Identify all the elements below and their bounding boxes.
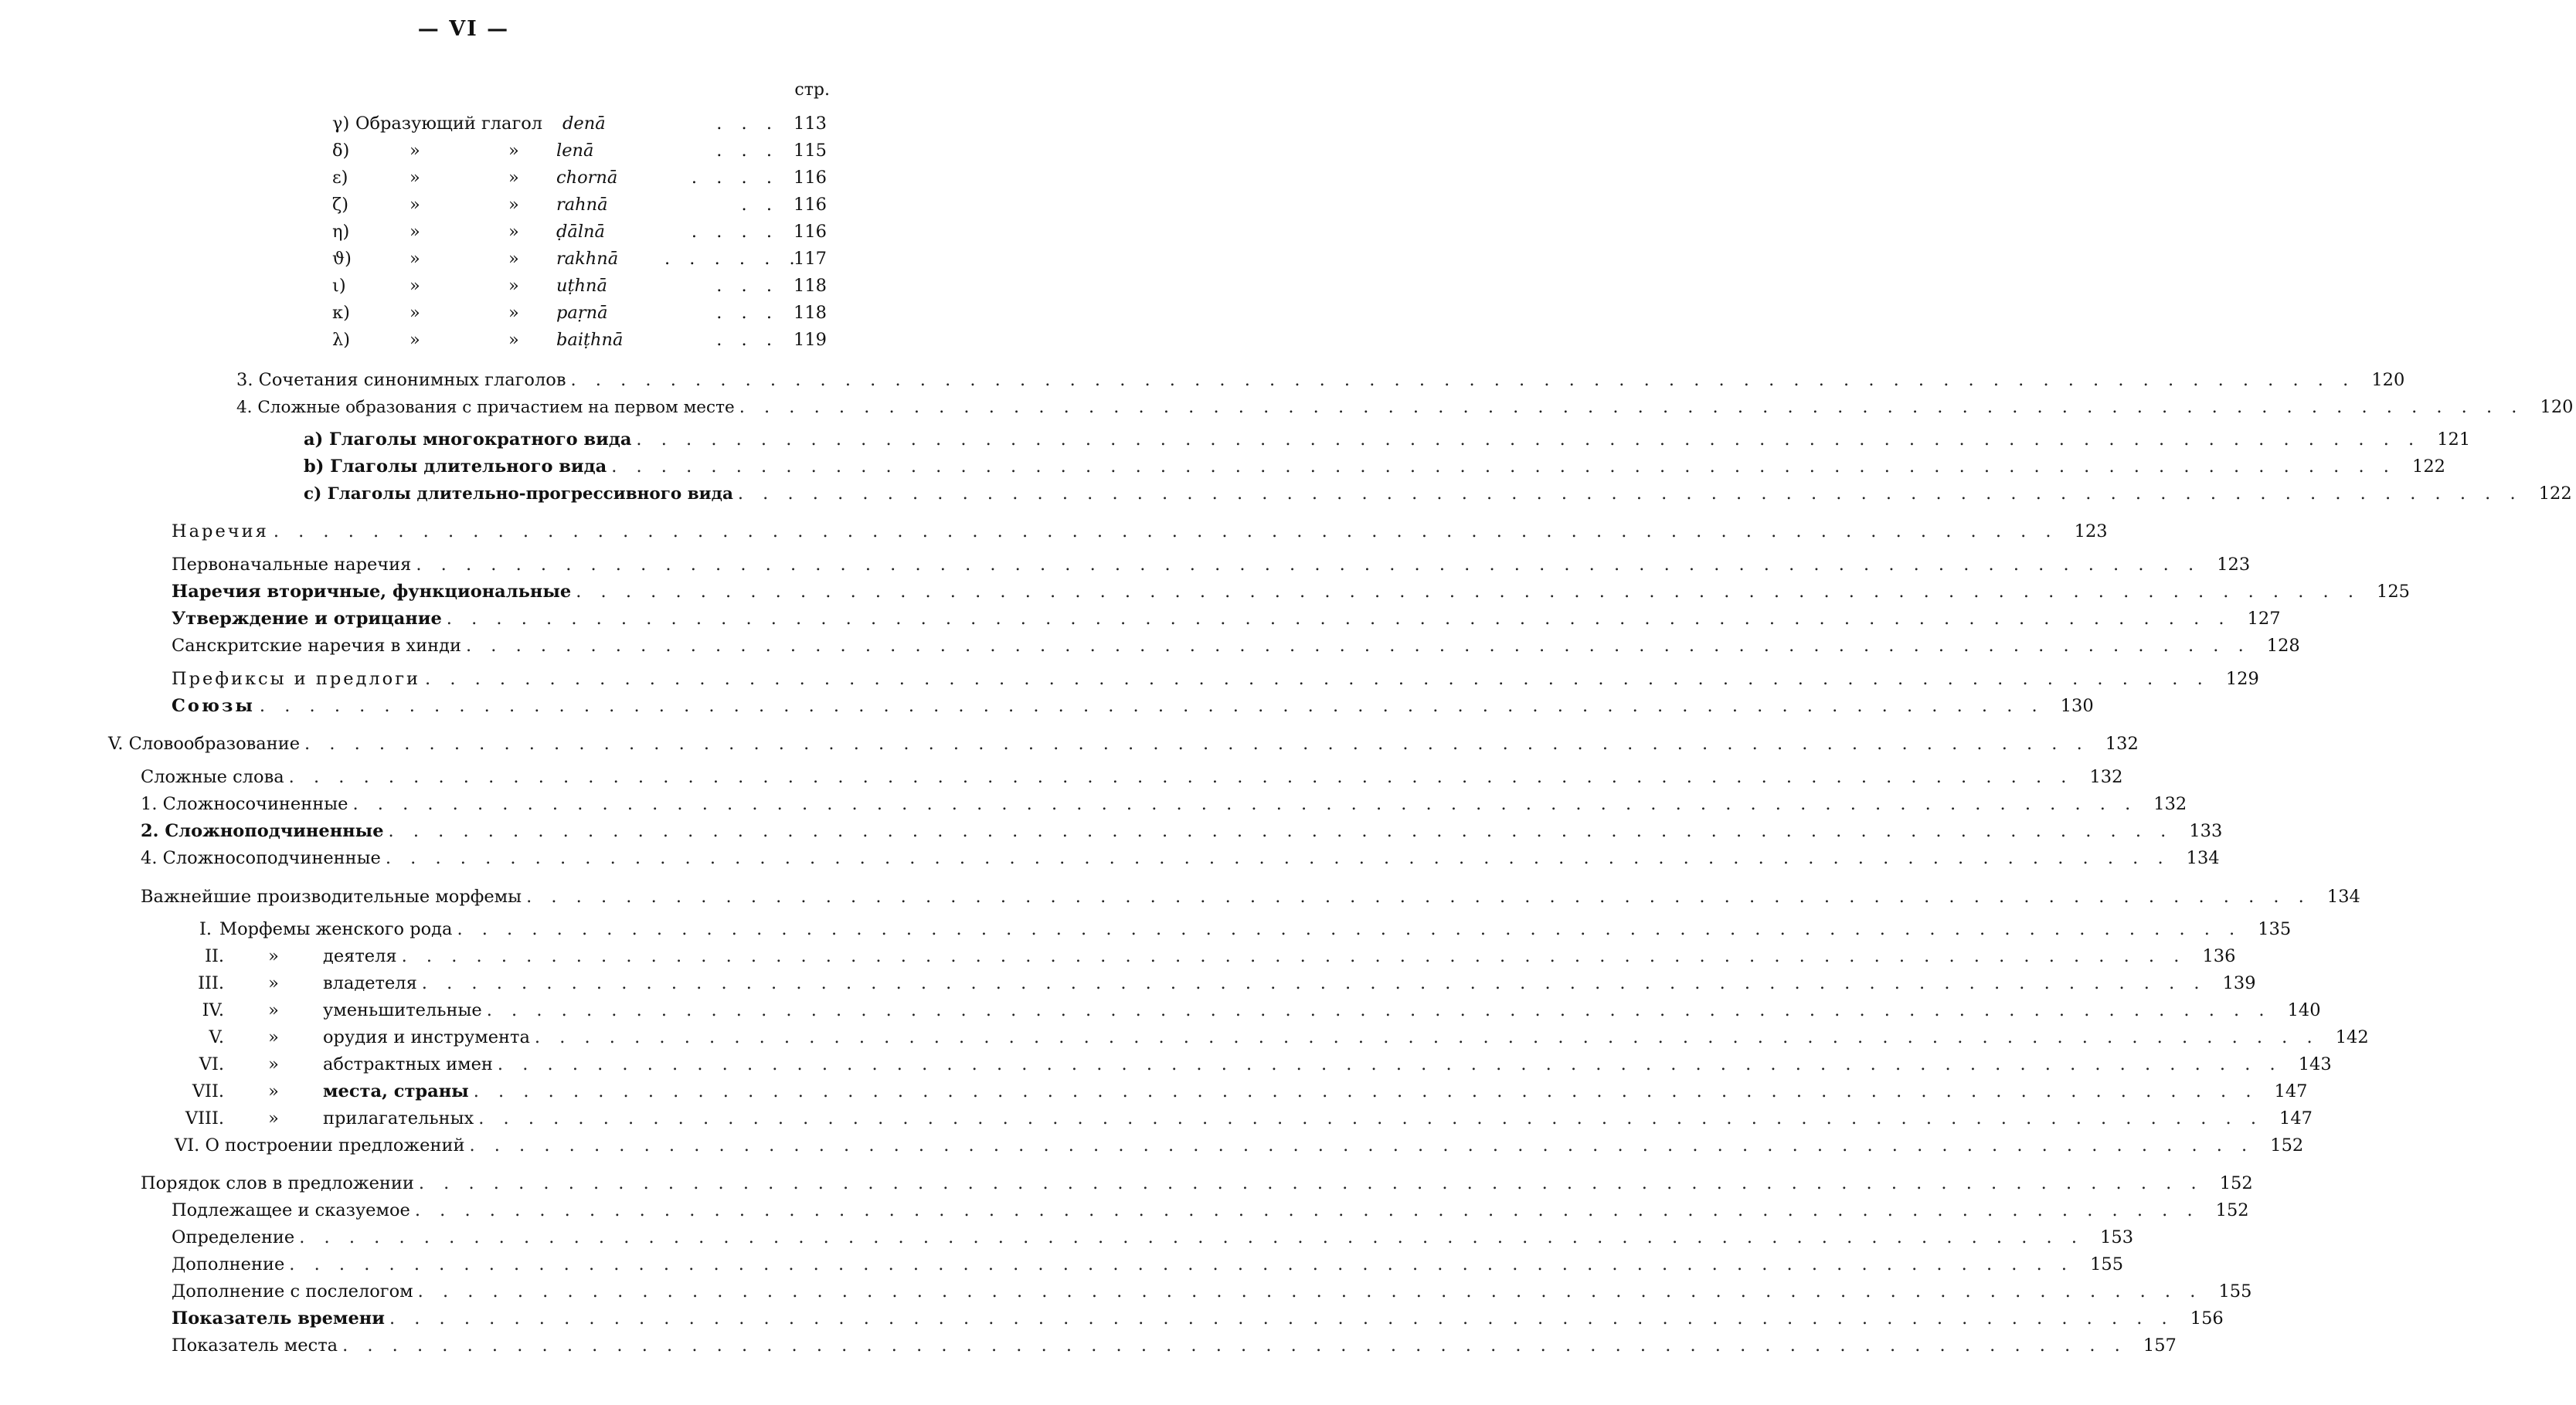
page-ref: 152 [2215, 1200, 2249, 1220]
entry-title: прилагательных [323, 1108, 474, 1128]
roman-numeral: VIII. [185, 1108, 224, 1128]
verb-marker: ι) [332, 276, 346, 296]
page-ref: 132 [2153, 794, 2187, 814]
page-ref: 115 [794, 141, 827, 161]
leader-dots [289, 1252, 2074, 1277]
roman-numeral: III. [198, 973, 224, 993]
page-ref: 147 [2279, 1108, 2313, 1128]
entry-title: Санскритские наречия в хинди [172, 636, 461, 656]
verb-marker: λ) [332, 330, 351, 350]
toc-entry [172, 606, 2281, 631]
leader-dots [389, 1306, 2174, 1331]
verb-name: denā [562, 114, 606, 134]
page-ref: 157 [2143, 1335, 2177, 1356]
leader-dots [416, 552, 2200, 577]
page-ref: 134 [2326, 887, 2360, 907]
ditto-mark: » [268, 1081, 279, 1101]
leader-dots [418, 1279, 2203, 1304]
page-ref: 152 [2270, 1135, 2304, 1156]
ditto-mark: » [508, 168, 519, 188]
toc-entry [141, 819, 2223, 843]
leader-dots [466, 633, 2251, 658]
entry-title: владетеля [323, 973, 417, 993]
ditto-mark: » [410, 276, 420, 296]
verb-name: uṭhnā [556, 276, 607, 296]
page-ref: 122 [2412, 456, 2445, 477]
toc-entry [236, 368, 2405, 392]
page-ref: 129 [2225, 669, 2259, 689]
page-ref: 119 [794, 330, 827, 350]
page-ref: 152 [2219, 1173, 2253, 1193]
leader-dots [425, 667, 2210, 691]
toc-entry [172, 519, 2108, 544]
toc-entry [141, 884, 2360, 909]
toc-verb-row [332, 246, 830, 271]
leader-dots: . . . [716, 276, 779, 296]
leader-dots [386, 846, 2170, 870]
roman-numeral: VII. [192, 1081, 224, 1101]
leader-dots [389, 819, 2173, 843]
verb-name: rahnā [556, 195, 608, 215]
toc-entry [141, 1171, 2253, 1196]
leader-dots: . . . . [691, 168, 779, 188]
leader-dots [469, 1133, 2254, 1158]
page-ref: 132 [2089, 767, 2123, 787]
entry-title: c) Глаголы длительно-прогрессивного вида [304, 484, 733, 504]
page-ref: 118 [794, 276, 827, 296]
page-ref: 120 [2371, 370, 2405, 390]
entry-title: Наречия вторичные, функциональные [172, 582, 572, 602]
roman-numeral: VI. [199, 1054, 224, 1074]
entry-title: Первоначальные наречия [172, 555, 412, 575]
toc-entry [172, 1279, 2252, 1304]
verb-name: chornā [556, 168, 618, 188]
entry-title: Морфемы женского рода [219, 919, 453, 939]
toc-entry [172, 633, 2300, 658]
page-ref: 116 [794, 195, 827, 215]
page-ref: 156 [2190, 1308, 2224, 1329]
entry-title: места, страны [323, 1081, 469, 1101]
page-ref: 117 [794, 249, 827, 269]
verb-name: baiṭhnā [556, 330, 624, 350]
ditto-mark: » [268, 946, 279, 966]
entry-title: Показатель времени [172, 1308, 385, 1329]
toc-verb-row [332, 219, 830, 244]
toc-entry [172, 1198, 2249, 1223]
leader-dots [576, 579, 2360, 604]
entry-title: Важнейшие производительные морфемы [141, 887, 522, 907]
ditto-mark: » [268, 1108, 279, 1128]
ditto-mark: » [508, 330, 519, 350]
roman-numeral: V. [209, 1027, 224, 1047]
page-ref: 155 [2218, 1281, 2252, 1301]
leader-dots [419, 1171, 2204, 1196]
leader-dots [260, 694, 2044, 718]
ditto-mark: » [410, 195, 420, 215]
ditto-mark: » [268, 1054, 279, 1074]
toc-entry [172, 1333, 2177, 1358]
leader-dots [304, 731, 2089, 756]
leader-dots: . . . [716, 114, 779, 134]
leader-dots [738, 481, 2523, 506]
page-ref: 142 [2335, 1027, 2369, 1047]
page-ref: 134 [2186, 848, 2220, 868]
leader-dots [526, 884, 2311, 909]
page-ref: 113 [794, 114, 827, 134]
leader-dots: . . . [716, 330, 779, 350]
toc-entry [172, 1306, 2224, 1331]
toc-entry [141, 846, 2220, 870]
page-ref: 123 [2074, 521, 2108, 541]
ditto-mark: » [268, 1000, 279, 1020]
leader-dots [447, 606, 2231, 631]
entry-title: абстрактных имен [323, 1054, 493, 1074]
verb-marker: η) [332, 222, 350, 242]
ditto-mark: » [410, 168, 420, 188]
page-ref: 132 [2105, 734, 2139, 754]
leader-dots: . . . [716, 141, 779, 161]
page-ref: 136 [2202, 946, 2236, 966]
leader-dots: . . . . [691, 222, 779, 242]
leader-dots [274, 519, 2058, 544]
page-ref: 120 [2540, 397, 2574, 417]
verb-intro: Образующий глагол [355, 114, 543, 134]
roman-numeral: II. [205, 946, 224, 966]
ditto-mark: » [410, 222, 420, 242]
leader-dots [498, 1052, 2282, 1077]
page-ref: 127 [2247, 609, 2281, 629]
toc-entry [141, 792, 2187, 816]
page-ref: 153 [2100, 1227, 2134, 1247]
leader-dots [571, 368, 2356, 392]
page-ref: 128 [2266, 636, 2300, 656]
page-ref: 118 [794, 303, 827, 323]
leader-dots: . . [741, 195, 779, 215]
leader-dots [422, 971, 2207, 996]
toc-verb-row [332, 327, 830, 352]
page-ref: 140 [2287, 1000, 2321, 1020]
toc-verb-row [332, 138, 830, 163]
toc-morpheme-row [199, 917, 2292, 942]
leader-dots [402, 944, 2187, 969]
toc-entry [304, 481, 2572, 506]
toc-entry [172, 579, 2410, 604]
leader-dots [457, 917, 2241, 942]
entry-title: 4. Сложные образования с причастием на первом месте [236, 398, 735, 417]
toc-entry [172, 1225, 2134, 1250]
leader-dots [487, 998, 2272, 1023]
entry-title: Подлежащее и сказуемое [172, 1200, 410, 1220]
verb-marker: ϑ) [332, 249, 352, 269]
toc-morpheme-row [178, 1025, 2369, 1050]
toc-entry [172, 1252, 2124, 1277]
page-ref: 122 [2538, 484, 2572, 504]
leader-dots [415, 1198, 2200, 1223]
toc-entry [108, 731, 2139, 756]
entry-title: V. Словообразование [108, 734, 301, 754]
verb-name: paṛnā [556, 303, 608, 323]
ditto-mark: » [410, 249, 420, 269]
page-ref: 123 [2217, 555, 2251, 575]
entry-title: Утверждение и отрицание [172, 609, 442, 629]
page-number: — VI — [417, 17, 510, 41]
page-ref: 155 [2090, 1254, 2124, 1274]
leader-dots [478, 1106, 2263, 1131]
toc-verb-row [332, 165, 830, 190]
leader-dots [299, 1225, 2084, 1250]
ditto-mark: » [508, 195, 519, 215]
toc-entry [175, 1133, 2304, 1158]
page-ref: 147 [2274, 1081, 2308, 1101]
page-column-label: стр. [794, 80, 830, 100]
toc-entry [141, 765, 2123, 789]
ditto-mark: » [508, 303, 519, 323]
leader-dots [342, 1333, 2127, 1358]
page-ref: 133 [2189, 821, 2223, 841]
toc-morpheme-row [178, 944, 2236, 969]
entry-title: Союзы [172, 696, 255, 716]
leader-dots [289, 765, 2074, 789]
page-ref: 116 [794, 168, 827, 188]
verb-marker: ε) [332, 168, 348, 188]
ditto-mark: » [410, 141, 420, 161]
toc-morpheme-row [178, 998, 2321, 1023]
leader-dots [352, 792, 2137, 816]
entry-title: Дополнение с послелогом [172, 1281, 413, 1301]
entry-title: деятеля [323, 946, 397, 966]
leader-dots: . . . . . . [664, 249, 802, 269]
toc-verb-row [332, 273, 830, 298]
entry-title: Порядок слов в предложении [141, 1173, 414, 1193]
ditto-mark: » [268, 1027, 279, 1047]
entry-title: b) Глаголы длительного вида [304, 456, 607, 477]
ditto-mark: » [508, 249, 519, 269]
ditto-mark: » [508, 141, 519, 161]
leader-dots [611, 454, 2396, 479]
page-ref: 143 [2298, 1054, 2332, 1074]
entry-title: 3. Сочетания синонимных глаголов [236, 370, 566, 390]
verb-marker: κ) [332, 303, 350, 323]
leader-dots [739, 395, 2524, 419]
ditto-mark: » [410, 330, 420, 350]
entry-title: Показатель места [172, 1335, 338, 1356]
toc-morpheme-row [178, 1052, 2332, 1077]
leader-dots [535, 1025, 2319, 1050]
page-ref: 139 [2222, 973, 2256, 993]
entry-title: Наречия [172, 521, 269, 541]
entry-title: a) Глаголы многократного вида [304, 429, 632, 450]
entry-title: Дополнение [172, 1254, 285, 1274]
toc-morpheme-row [178, 1106, 2313, 1131]
toc-verb-row [332, 300, 830, 325]
entry-title: Префиксы и предлоги [172, 669, 421, 689]
entry-title: Сложные слова [141, 767, 284, 787]
entry-title: орудия и инструмента [323, 1027, 530, 1047]
toc-verb-row [332, 192, 830, 217]
leader-dots [636, 427, 2421, 452]
ditto-mark: » [508, 222, 519, 242]
ditto-mark: » [508, 276, 519, 296]
roman-numeral: I. [199, 919, 212, 939]
verb-marker: ζ) [332, 195, 348, 215]
page-ref: 121 [2437, 429, 2471, 450]
verb-marker: γ) [332, 114, 350, 134]
entry-title: уменьшительные [323, 1000, 482, 1020]
toc-entry [172, 552, 2251, 577]
entry-title: 4. Сложносоподчиненные [141, 848, 381, 868]
toc-verb-row [332, 111, 830, 136]
verb-name: lenā [556, 141, 594, 161]
toc-morpheme-row [178, 1079, 2308, 1104]
leader-dots [474, 1079, 2258, 1104]
verb-marker: δ) [332, 141, 350, 161]
ditto-mark: » [410, 303, 420, 323]
page-ref: 135 [2258, 919, 2292, 939]
toc-entry [172, 694, 2094, 718]
page-ref: 116 [794, 222, 827, 242]
entry-title: VI. О построении предложений [175, 1135, 465, 1156]
verb-name: rakhnā [556, 249, 619, 269]
entry-title: 1. Сложносочиненные [141, 794, 348, 814]
toc-entry [304, 427, 2471, 452]
toc-entry [172, 667, 2259, 691]
toc-morpheme-row [178, 971, 2256, 996]
toc-entry [304, 454, 2445, 479]
verb-name: ḍālnā [556, 222, 605, 242]
page-ref: 125 [2377, 582, 2410, 602]
leader-dots: . . . [716, 303, 779, 323]
entry-title: Определение [172, 1227, 295, 1247]
roman-numeral: IV. [202, 1000, 224, 1020]
ditto-mark: » [268, 973, 279, 993]
toc-entry [236, 395, 2574, 419]
page-ref: 130 [2060, 696, 2094, 716]
entry-title: 2. Сложноподчиненные [141, 821, 384, 841]
